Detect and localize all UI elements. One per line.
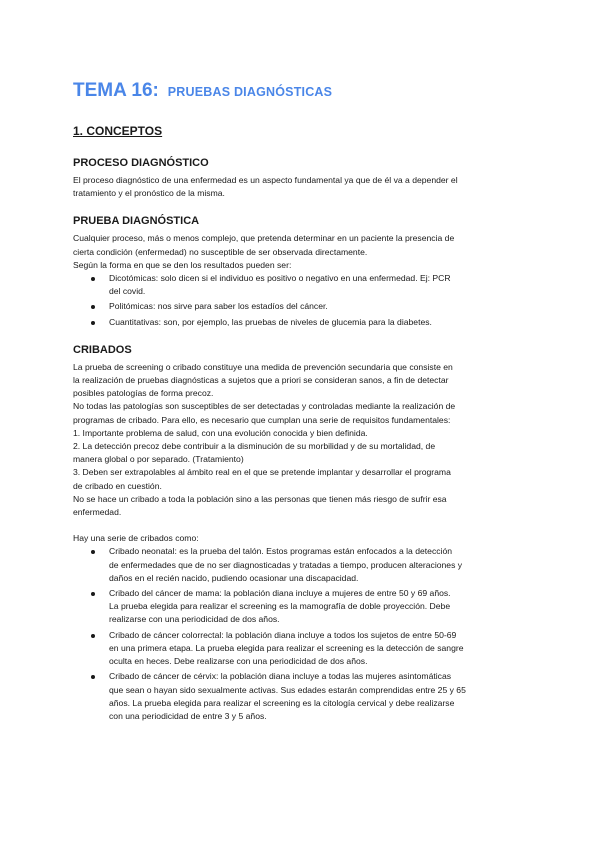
prueba-heading: PRUEBA DIAGNÓSTICA bbox=[73, 215, 200, 228]
list-item-line: realizarse con una periodicidad de dos años. bbox=[109, 614, 280, 625]
list-item-line: del covid. bbox=[109, 286, 146, 297]
list-item bbox=[73, 300, 528, 313]
list-item bbox=[73, 316, 528, 329]
paragraph-spacer bbox=[73, 519, 528, 532]
bullet-dot-icon bbox=[91, 592, 95, 596]
cribados-block bbox=[73, 343, 528, 723]
title-main: TEMA 16: bbox=[73, 80, 159, 101]
list-item-line: La prueba elegida para realizar el screening es la mamografía de doble proyección. Debe bbox=[109, 601, 451, 612]
page-title bbox=[73, 72, 528, 105]
cribados-list bbox=[73, 545, 528, 723]
list-item-line: oculta en heces. Debe realizarse con una periodicidad de dos años. bbox=[109, 656, 368, 667]
list-item bbox=[73, 670, 528, 723]
bullet-dot-icon bbox=[91, 305, 95, 309]
paragraph-line: La prueba de screening o cribado constituye una medida de prevención secundaria que consiste en bbox=[73, 361, 453, 372]
bullet-dot-icon bbox=[91, 675, 95, 679]
list-item bbox=[73, 545, 528, 585]
paragraph-line: cierta condición (enfermedad) no susceptible de ser observada directamente. bbox=[73, 246, 368, 257]
paragraph-line: posibles patologías de forma precoz. bbox=[73, 388, 214, 399]
list-item bbox=[73, 272, 528, 298]
list-item-line: con una periodicidad de entre 3 y 5 años. bbox=[109, 710, 267, 721]
list-item bbox=[73, 587, 528, 627]
bullet-dot-icon bbox=[91, 550, 95, 554]
paragraph-line: No todas las patologías son susceptibles de ser detectadas y controladas mediante la realización de bbox=[73, 401, 456, 412]
cribados-intro: Hay una serie de cribados como: bbox=[73, 533, 199, 544]
prueba-types-list bbox=[73, 272, 528, 329]
list-item-line: daños en el recién nacido, pudiendo ocasionar una discapacidad. bbox=[109, 572, 359, 583]
list-item-line: que sean o hayan sido sexualmente activas. Sus edades estarán comprendidas entre 25 y 65 bbox=[109, 684, 466, 695]
list-item-line: Dicotómicas: solo dicen si el individuo es positivo o negativo en una enfermedad. Ej: PCR bbox=[109, 273, 451, 284]
list-item-line: Cuantitativas: son, por ejemplo, las pruebas de niveles de glucemia para la diabetes. bbox=[109, 316, 432, 327]
list-item bbox=[73, 629, 528, 669]
proceso-heading: PROCESO DIAGNÓSTICO bbox=[73, 157, 209, 169]
bullet-dot-icon bbox=[91, 277, 95, 281]
paragraph-line: Según la forma en que se den los resultados pueden ser: bbox=[73, 259, 292, 270]
paragraph-line: enfermedad. bbox=[73, 507, 122, 518]
title-sub: PRUEBAS DIAGNÓSTICAS bbox=[167, 85, 333, 99]
paragraph-line: tratamiento y el pronóstico de la misma. bbox=[73, 188, 225, 199]
paragraph-line: No se hace un cribado a toda la población sino a las personas que tienen más riesgo de sufrir esa bbox=[73, 493, 447, 504]
paragraph-line: Cualquier proceso, más o menos complejo, que pretenda determinar en un paciente la presencia de bbox=[73, 233, 455, 244]
proceso-block bbox=[73, 156, 528, 200]
document-content bbox=[73, 72, 528, 725]
paragraph-line: programas de cribado. Para ello, es necesario que cumplan una serie de requisitos fundamentales: bbox=[73, 414, 451, 425]
paragraph-line: de cribado en cuestión. bbox=[73, 480, 162, 491]
paragraph-line: la realización de pruebas diagnósticas a sujetos que a priori se consideran sanos, a fin de detectar bbox=[73, 375, 449, 386]
list-item-line: Politómicas: nos sirve para saber los estadíos del cáncer. bbox=[109, 301, 328, 312]
paragraph-line: manera global o por separado. (Tratamiento) bbox=[73, 454, 244, 465]
list-item-line: de enfermedades que de no ser diagnosticadas y tratadas a tiempo, producen alteraciones y bbox=[109, 559, 463, 570]
paragraph-line: 3. Deben ser extrapolables al ámbito real en el que se pretende implantar y desarrollar el programa bbox=[73, 467, 451, 478]
cribados-heading: CRIBADOS bbox=[73, 343, 132, 356]
list-item-line: Cribado neonatal: es la prueba del talón. Estos programas están enfocados a la detección bbox=[109, 546, 453, 557]
list-item-line: Cribado de cáncer de cérvix: la población diana incluye a todas las mujeres asintomáticas bbox=[109, 671, 452, 682]
bullet-dot-icon bbox=[91, 634, 95, 638]
paragraph-line: El proceso diagnóstico de una enfermedad es un aspecto fundamental ya que de él va a depender el bbox=[73, 175, 458, 185]
prueba-block bbox=[73, 214, 528, 328]
paragraph-line: 1. Importante problema de salud, con una evolución conocida y bien definida. bbox=[73, 427, 368, 438]
list-item-line: Cribado del cáncer de mama: la población diana incluye a mujeres de entre 50 y 69 años. bbox=[109, 588, 451, 599]
bullet-dot-icon bbox=[91, 321, 95, 325]
list-item-line: años. La prueba elegida para realizar el screening es la citología cervical y debe realizarse bbox=[109, 697, 455, 708]
list-item-line: Cribado de cáncer colorrectal: la población diana incluye a todos los sujetos de entre 50-69 bbox=[109, 629, 457, 640]
list-item-line: en una primera etapa. La prueba elegida para realizar el screening es la detección de sangre bbox=[109, 642, 464, 653]
section-heading: 1. CONCEPTOS bbox=[73, 124, 163, 138]
paragraph-line: 2. La detección precoz debe contribuir a la disminución de su morbilidad y de su mortalidad, de bbox=[73, 441, 436, 452]
